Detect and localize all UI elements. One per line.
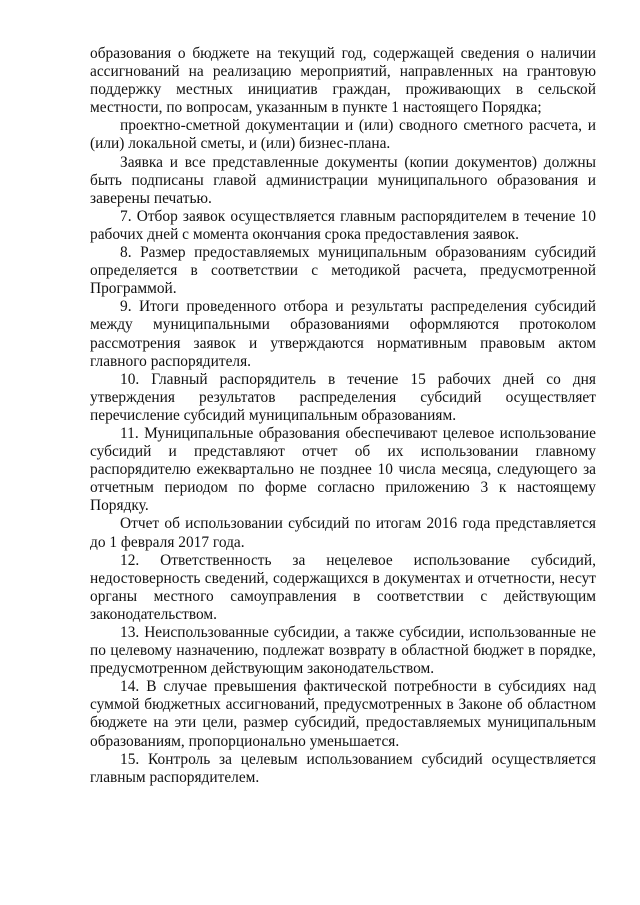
paragraph-item-13: 13. Неиспользованные субсидии, а также субсидии, использованные не по целевому назначению, подлежат возврату в областной бюджет в порядке, предусмотренном действующим законодательством. bbox=[90, 624, 596, 678]
document-body bbox=[90, 45, 596, 787]
paragraph-item-9: 9. Итоги проведенного отбора и результаты распределения субсидий между муниципальными образованиями оформляются протоколом рассмотрения заявок и утверждаются нормативным правовым актом главного распорядителя. bbox=[90, 298, 596, 370]
paragraph-application-signing: Заявка и все представленные документы (копии документов) должны быть подписаны главой администрации муниципального образования и заверены печатью. bbox=[90, 153, 596, 207]
paragraph-project-docs: проектно-сметной документации и (или) сводного сметного расчета, и (или) локальной сметы, и (или) бизнес-плана. bbox=[90, 117, 596, 153]
paragraph-item-11: 11. Муниципальные образования обеспечивают целевое использование субсидий и представляют отчет об их использовании главному распорядителю ежеквартально не позднее 10 числа месяца, следующего за отчетным периодом по форме согласно приложению 3 к настоящему Порядку. bbox=[90, 424, 596, 515]
paragraph-report-deadline: Отчет об использовании субсидий по итогам 2016 года представляется до 1 февраля 2017 года. bbox=[90, 515, 596, 551]
paragraph-continuation: образования о бюджете на текущий год, содержащей сведения о наличии ассигнований на реализацию мероприятий, направленных на грантовую поддержку местных инициатив граждан, проживающих в сельской местности, по вопросам, указанным в пункте 1 настоящего Порядка; bbox=[90, 45, 596, 117]
paragraph-item-12: 12. Ответственность за нецелевое использование субсидий, недостоверность сведений, содержащихся в документах и отчетности, несут органы местного самоуправления в соответствии с действующим законодательством. bbox=[90, 551, 596, 623]
paragraph-item-10: 10. Главный распорядитель в течение 15 рабочих дней со дня утверждения результатов распределения субсидий осуществляет перечисление субсидий муниципальным образованиям. bbox=[90, 370, 596, 424]
paragraph-item-7: 7. Отбор заявок осуществляется главным распорядителем в течение 10 рабочих дней с момента окончания срока предоставления заявок. bbox=[90, 207, 596, 243]
paragraph-item-15: 15. Контроль за целевым использованием субсидий осуществляется главным распорядителем. bbox=[90, 750, 596, 786]
paragraph-item-14: 14. В случае превышения фактической потребности в субсидиях над суммой бюджетных ассигнований, предусмотренных в Законе об областном бюджете на эти цели, размер субсидий, предоставляемых муниципальным образованиям, пропорционально уменьшается. bbox=[90, 678, 596, 750]
paragraph-item-8: 8. Размер предоставляемых муниципальным образованиям субсидий определяется в соответствии с методикой расчета, предусмотренной Программой. bbox=[90, 244, 596, 298]
